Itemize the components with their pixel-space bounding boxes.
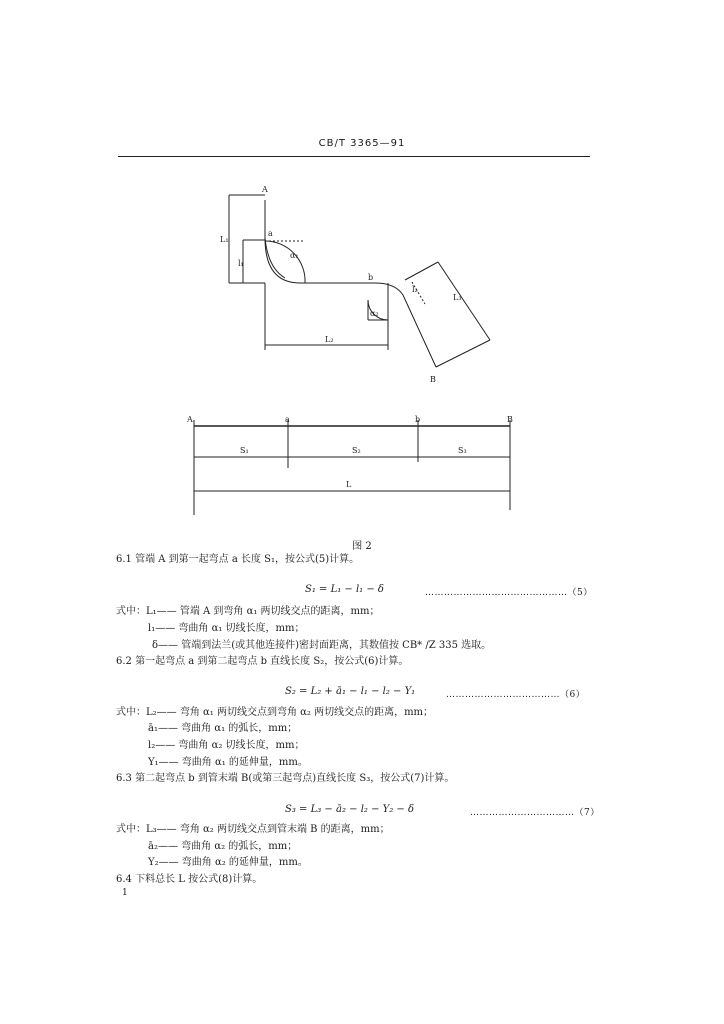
- label-L1: L₁: [220, 235, 229, 244]
- where-6-1-2: δ—— 管端到法兰(或其他连接件)密封面距离，其数值按 CB* /Z 335 选取。: [152, 640, 492, 651]
- label-alpha1: α₁: [290, 251, 299, 260]
- label-l1: l₁: [238, 259, 244, 268]
- section-6-3-heading: 6.3 第二起弯点 b 到管末端 B(或第三起弯点)直线长度 S₃，按公式(7)计算。: [116, 773, 455, 784]
- label-a-bottom: a: [285, 415, 290, 424]
- label-B-bottom: B: [507, 415, 513, 424]
- label-b-bottom: b: [415, 415, 421, 424]
- label-l2: l₂: [412, 285, 418, 294]
- label-L3: L₃: [453, 293, 462, 302]
- section-6-2-heading: 6.2 第一起弯点 a 到第二起弯点 b 直线长度 S₂，按公式(6)计算。: [116, 656, 409, 667]
- label-S1: S₁: [240, 446, 249, 455]
- label-a-top: a: [268, 229, 273, 238]
- where-6-2-2: l₂—— 弯曲角 α₂ 切线长度，mm；: [148, 740, 305, 751]
- where-6-2-0: 式中：L₂—— 弯角 α₁ 两切线交点到弯角 α₂ 两切线交点的距离，mm；: [116, 707, 434, 718]
- where-6-1-0: 式中：L₁—— 管端 A 到弯角 α₁ 两切线交点的距离，mm；: [116, 606, 380, 617]
- pipe-segment-a: [265, 200, 436, 367]
- where-6-1-1: l₁—— 弯曲角 α₁ 切线长度，mm；: [148, 623, 305, 634]
- equation-5-number: ………………………………………（5）: [425, 588, 593, 598]
- standard-header: CB/T 3365—91: [318, 138, 406, 149]
- where-6-2-1: ā₁—— 弯曲角 α₁ 的弧长，mm；: [148, 723, 298, 734]
- where-6-3-1: ā₂—— 弯曲角 α₂ 的弧长，mm；: [148, 841, 298, 852]
- equation-5: S₁ = L₁ − l₁ − δ: [305, 584, 384, 595]
- label-b-top: b: [368, 273, 374, 282]
- section-6-4-heading: 6.4 下料总长 L 按公式(8)计算。: [116, 874, 263, 885]
- equation-7: S₃ = L₃ − ā₂ − l₂ − Y₂ − δ: [285, 804, 414, 815]
- label-S3: S₃: [458, 446, 467, 455]
- where-6-2-3: Y₁—— 弯曲角 α₁ 的延伸量，mm。: [148, 757, 308, 768]
- label-B-top: B: [430, 375, 436, 384]
- equation-6-number: ………………………………（6）: [446, 690, 586, 700]
- label-L2: L₂: [325, 335, 334, 344]
- where-6-3-2: Y₂—— 弯曲角 α₂ 的延伸量，mm。: [148, 857, 308, 868]
- label-L: L: [346, 480, 352, 489]
- equation-7-number: ……………………………（7）: [470, 808, 600, 818]
- figure-caption: 图 2: [352, 541, 372, 552]
- equation-6: S₂ = L₂ + ā₁ − l₁ − l₂ − Y₁: [285, 686, 416, 697]
- label-alpha2: α₂: [370, 309, 379, 318]
- where-6-3-0: 式中：L₃—— 弯角 α₂ 两切线交点到管末端 B 的距离，mm；: [116, 824, 390, 835]
- section-6-1-heading: 6.1 管端 A 到第一起弯点 a 长度 S₁，按公式(5)计算。: [116, 554, 360, 565]
- page-number: 1: [122, 888, 128, 898]
- label-S2: S₂: [352, 446, 361, 455]
- label-A-top: A: [262, 185, 268, 194]
- pipe-inner: [265, 238, 285, 278]
- dim-l3-line: [405, 262, 438, 280]
- label-A-bottom: A: [187, 415, 193, 424]
